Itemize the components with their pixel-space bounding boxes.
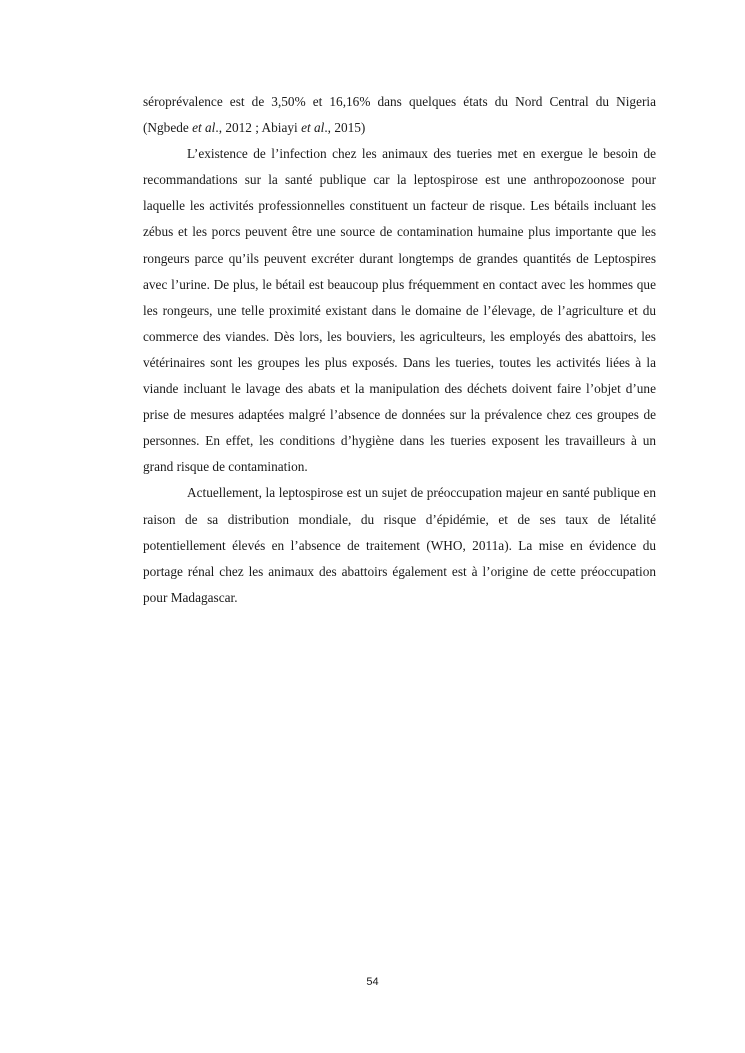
body-text: [143, 89, 656, 611]
paragraph-2: [143, 141, 656, 480]
paragraph-3: [143, 480, 656, 610]
text-run: Actuellement, la leptospirose est un sujet de préoccupation majeur en santé publique en raison de sa distribution mondiale, du risque d’épidémie, et de ses taux de létalité potentiellement élevés en l’absence de traitement (WHO, 2011a). La mise en évidence du portage rénal chez les animaux des abattoirs également est à l’origine de cette préoccupation pour Madagascar.: [143, 485, 656, 605]
text-run-italic: et al: [301, 120, 325, 136]
text-run-italic: et al: [192, 120, 216, 136]
text-run: L’existence de l’infection chez les animaux des tueries met en exergue le besoin de recommandations sur la santé publique car la leptospirose est une anthropozoonose pour laquelle les activités professionnelles constituent un facteur de risque. Les bétails incluant les zébus et les porcs peuvent être une source de contamination humaine plus importante que les rongeurs parce qu’ils peuvent excréter durant longtemps de grandes quantités de Leptospires avec l’urine. De plus, le bétail est beaucoup plus fréquemment en contact avec les hommes que les rongeurs, une telle proximité existant dans le domaine de l’élevage, de l’agriculture et du commerce des viandes. Dès lors, les bouviers, les agriculteurs, les employés des abattoirs, les vétérinaires sont les groupes les plus exposés. Dans les tueries, toutes les activités liées à la viande incluant le lavage des abats et la manipulation des déchets doivent faire l’objet d’une prise de mesures adaptées malgré l’absence de données sur la prévalence chez ces groupes de personnes. En effet, les conditions d’hygiène dans les tueries exposent les travailleurs à un grand risque de contamination.: [143, 146, 656, 475]
text-run: séroprévalence est de 3,50% et 16,16% dans quelques états du Nord Central du Nigeria (Ngbede: [143, 94, 656, 136]
text-run: ., 2012 ; Abiayi: [215, 120, 302, 136]
page-number: 54: [366, 976, 379, 988]
text-run: ., 2015): [324, 120, 366, 136]
paragraph-1: [143, 89, 656, 141]
